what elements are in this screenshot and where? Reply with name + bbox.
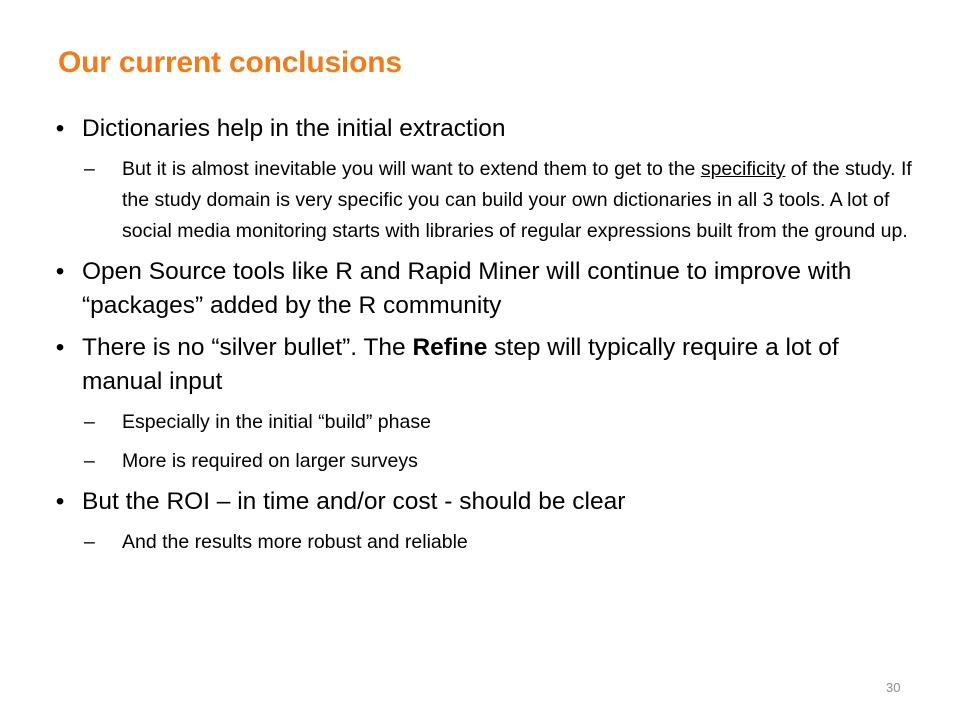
sub-bullet-robust: [84, 527, 920, 558]
bold-word: Refine: [412, 334, 488, 361]
sub-bullet-larger-surveys: [84, 446, 920, 477]
bullet-silver-bullet: [50, 331, 920, 399]
dash-icon: –: [84, 411, 95, 433]
bullet-text-end: step will typically require a lot of manual input: [82, 334, 839, 395]
bullet-open-source: [50, 255, 920, 323]
bullet-roi: [50, 485, 920, 519]
bullet-icon: •: [55, 258, 65, 285]
bullet-icon: •: [55, 115, 65, 142]
sub-bullet-text: And the results more robust and reliable: [122, 531, 468, 553]
sub-bullet-text-start: But it is almost inevitable you will want to extend them to get to the: [122, 158, 701, 180]
sub-bullet-text: More is required on larger surveys: [122, 450, 418, 472]
dash-icon: –: [84, 450, 95, 472]
dash-icon: –: [84, 158, 95, 180]
slide-number: 30: [886, 680, 901, 695]
sub-bullet-text-end: of the study. If the study domain is very specific you can build your own dictionaries in all 3 tools. A lot of social media monitoring starts with libraries of regular expressions built from the ground up.: [122, 158, 912, 242]
dash-icon: –: [84, 531, 95, 553]
bullet-text: Dictionaries help in the initial extraction: [82, 115, 506, 142]
sub-bullet-specificity: [84, 154, 920, 247]
bullet-text-start: There is no “silver bullet”. The: [82, 334, 413, 361]
bullet-icon: •: [55, 334, 65, 361]
slide-content: [50, 112, 920, 566]
bullet-icon: •: [55, 488, 65, 515]
sub-bullet-build-phase: [84, 407, 920, 438]
bullet-text: But the ROI – in time and/or cost - should be clear: [82, 488, 626, 515]
slide-title: Our current conclusions: [58, 46, 402, 79]
sub-bullet-text: Especially in the initial “build” phase: [122, 411, 431, 433]
underlined-word: specificity: [700, 158, 786, 180]
bullet-dictionaries: [50, 112, 920, 146]
bullet-text: Open Source tools like R and Rapid Miner will continue to improve with “packages” added by the R community: [82, 258, 852, 319]
